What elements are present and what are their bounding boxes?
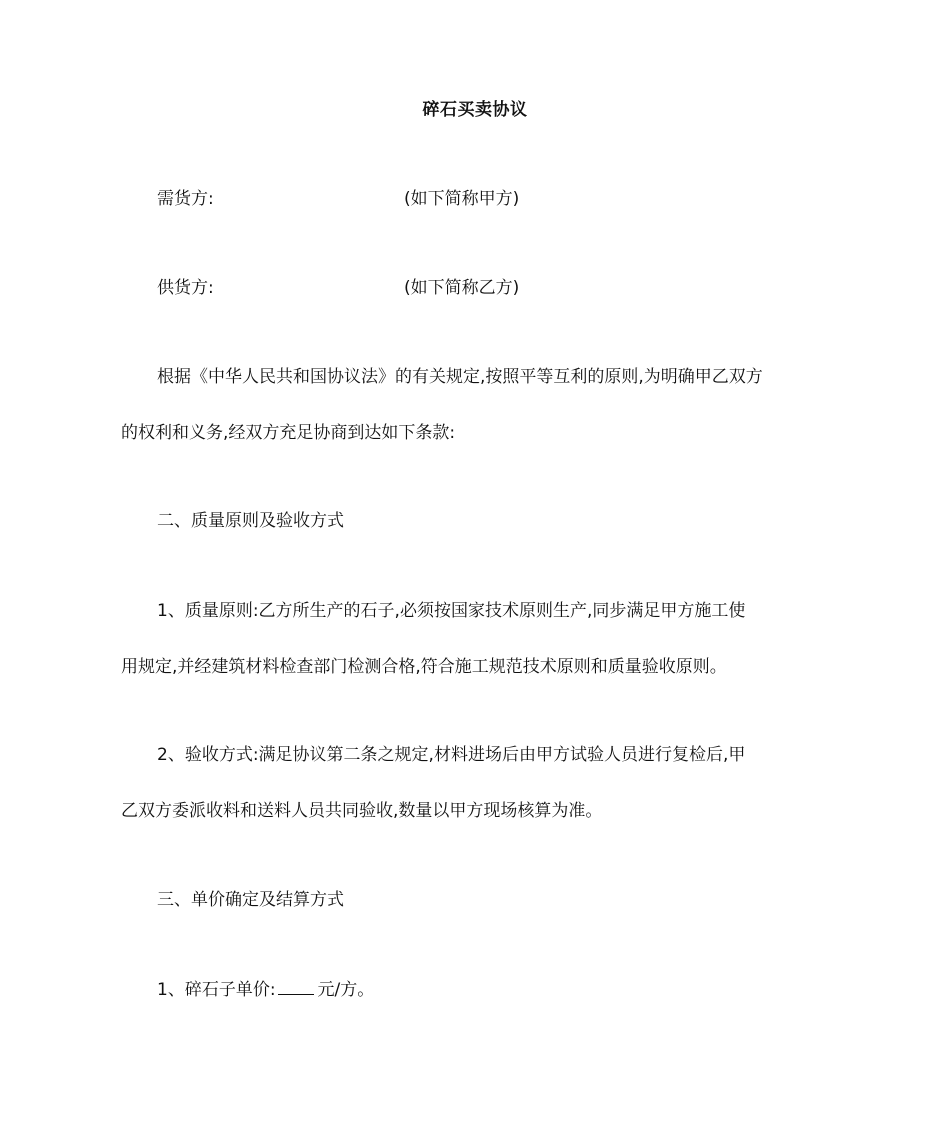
- seller-note: (如下简称乙方): [404, 278, 520, 298]
- intro-paragraph-line-1: 根据《中华人民共和国协议法》的有关规定,按照平等互利的原则,为明确甲乙双方: [157, 367, 763, 387]
- document-title: 碎石买卖协议: [422, 100, 528, 120]
- section-3-heading: 三、单价确定及结算方式: [157, 890, 344, 910]
- quality-standard-line-1: 1、质量原则:乙方所生产的石子,必须按国家技术原则生产,同步满足甲方施工使: [157, 601, 746, 621]
- section-2-heading: 二、质量原则及验收方式: [157, 511, 344, 531]
- acceptance-method-line-1: 2、验收方式:满足协议第二条之规定,材料进场后由甲方试验人员进行复检后,甲: [157, 745, 746, 765]
- unit-price-blank: [278, 978, 314, 995]
- unit-price-label: 1、碎石子单价:: [157, 980, 276, 1000]
- unit-price-unit: 元/方。: [317, 980, 375, 1000]
- seller-label: 供货方:: [157, 278, 214, 298]
- quality-standard-line-2: 用规定,并经建筑材料检查部门检测合格,符合施工规范技术原则和质量验收原则。: [121, 657, 727, 677]
- intro-paragraph-line-2: 的权利和义务,经双方充足协商到达如下条款:: [121, 423, 456, 443]
- unit-price-line: [157, 978, 374, 1002]
- buyer-label: 需货方:: [157, 189, 214, 209]
- buyer-note: (如下简称甲方): [404, 189, 520, 209]
- acceptance-method-line-2: 乙双方委派收料和送料人员共同验收,数量以甲方现场核算为准。: [121, 801, 603, 821]
